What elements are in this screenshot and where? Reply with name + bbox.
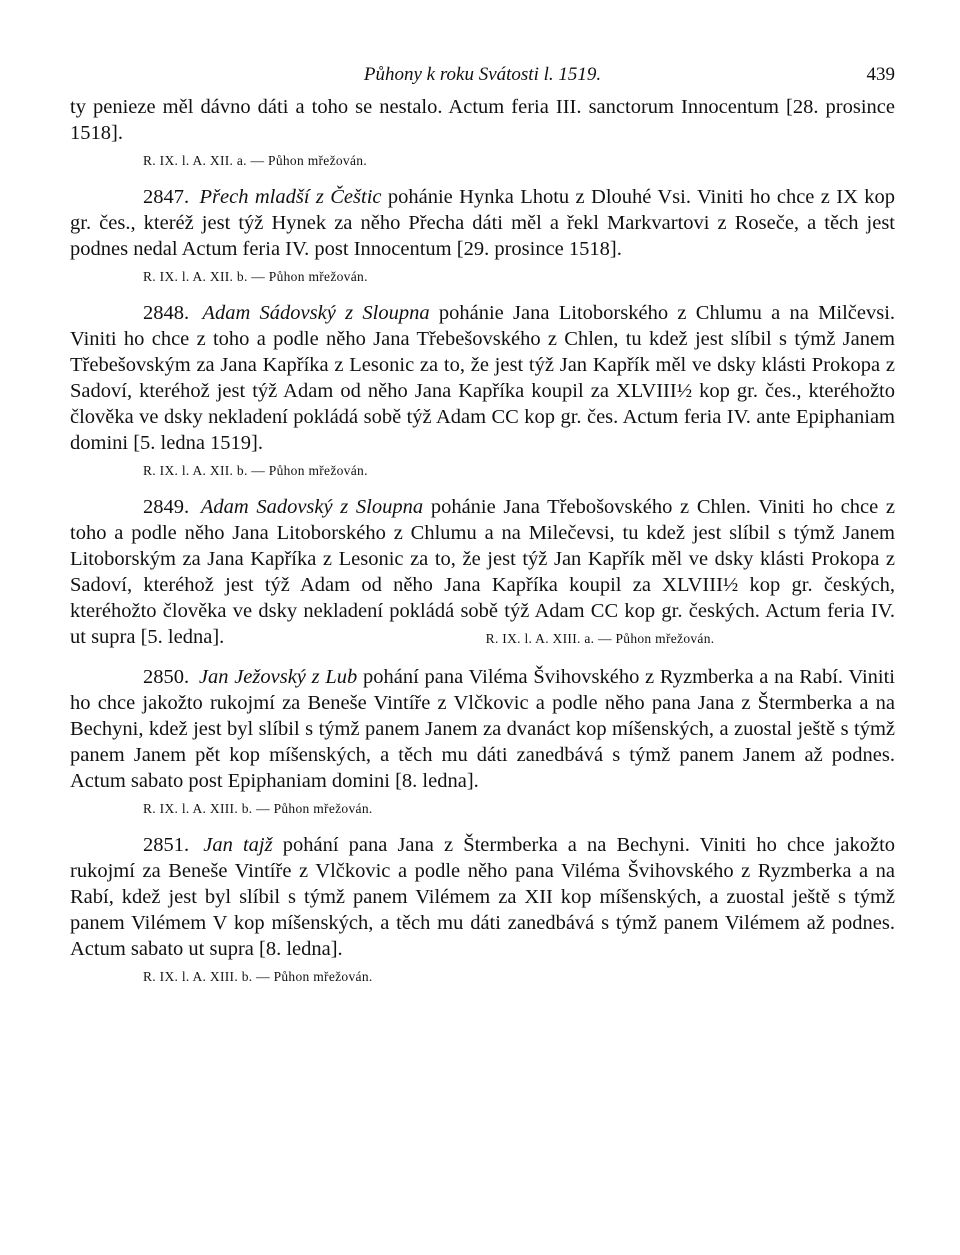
entry-person-name: Přech mladší z Češtic bbox=[199, 186, 382, 208]
entry-2847 bbox=[70, 184, 895, 262]
archival-note-inline: R. IX. l. A. XIII. a. — Půhon mřežován. bbox=[485, 631, 715, 646]
continuation-paragraph: ty penieze měl dávno dáti a toho se nestalo. Actum feria III. sanctorum Innocentum [28. prosince 1518]. bbox=[70, 96, 895, 144]
entry-2851 bbox=[70, 832, 895, 962]
page-number: 439 bbox=[866, 64, 895, 85]
running-title: Půhony k roku Svátosti l. 1519. bbox=[363, 64, 602, 85]
archival-note: R. IX. l. A. XII. b. — Půhon mřežován. bbox=[143, 269, 368, 284]
entry-number: 2847. bbox=[143, 186, 190, 208]
entry-person-name: Adam Sádovský z Sloupna bbox=[202, 302, 430, 324]
document-page bbox=[70, 64, 895, 1000]
archival-note: R. IX. l. A. XII. a. — Půhon mřežován. bbox=[143, 153, 367, 168]
entry-text: pohánie Hynka Lhotu z Dlouhé Vsi. Viniti ho chce z IX kop gr. čes., kteréž jest týž Hynek za něho Přecha dáti měl a řekl Markvartovi z Roseče, a těch jest podnes nedal Actum feria IV. post Innocentum [29. prosince 1518]. bbox=[70, 186, 896, 260]
entry-text: pohánie Jana Třebošovského z Chlen. Viniti ho chce z toho a podle něho Jana Litoborského z Chlumu a na Milečevsi, tu kdež jest slíbil s týmž Janem Litoborským za Jana Kapříka z Lesonic za to, že jest týž Jan Kapřík měl ve dsky klásti Prokopa z Sadoví, kteréhož jest týž Adam od něho Jana Kapříka koupil za XLVIII½ kop gr. českých, kteréhožto člověka ve dsky nekladení pokládá sobě týž Adam CC kop gr. českých. Actum feria IV. ut supra [5. ledna]. bbox=[70, 496, 896, 648]
archival-note: R. IX. l. A. XIII. b. — Půhon mřežován. bbox=[143, 969, 373, 984]
entry-person-name: Jan tajž bbox=[203, 834, 273, 856]
archival-note: R. IX. l. A. XIII. b. — Půhon mřežován. bbox=[143, 801, 373, 816]
entry-text: pohánie Jana Litoborského z Chlumu a na Milčevsi. Viniti ho chce z toho a podle něho Jana Třebešovského z Chlen, tu kdež jest slíbil s týmž Janem Třebešovským za Jana Kapříka z Lesonic za to, že jest týž Jan Kapřík měl ve dsky klásti Prokopa z Sadoví, kteréhož jest týž Adam od něho Jana Kapříka koupil za XLVIII½ kop gr. čes., kteréhožto člověka ve dsky nekladení pokládá sobě týž Adam CC kop gr. čes. Actum feria IV. ante Epiphaniam domini [5. ledna 1519]. bbox=[70, 302, 896, 454]
entry-number: 2850. bbox=[143, 666, 190, 688]
entry-text: pohání pana Viléma Švihovského z Ryzmberka a na Rabí. Viniti ho chce jakožto rukojmí za Beneše Vintíře z Vlčkovic a podle něho pana Jana z Štermberka a na Bechyni, kdež jest byl slíbil s týmž panem Janem za dvanáct kop míšenských, a zuostal ještě s týmž panem Janem pět kop míšenských, a těch mu dáti zanedbává s týmž panem Janem až podnes. Actum sabato post Epiphaniam domini [8. ledna]. bbox=[70, 666, 895, 792]
entry-2850 bbox=[70, 664, 895, 794]
archival-note: R. IX. l. A. XII. b. — Půhon mřežován. bbox=[143, 463, 368, 478]
entry-number: 2848. bbox=[143, 302, 190, 324]
entry-2849 bbox=[70, 494, 895, 650]
entry-number: 2851. bbox=[143, 834, 190, 856]
running-header bbox=[70, 64, 895, 94]
entry-2848 bbox=[70, 300, 895, 456]
entry-number: 2849. bbox=[143, 496, 190, 518]
entry-text: pohání pana Jana z Štermberka a na Bechyni. Viniti ho chce jakožto rukojmí za Beneše Vintíře z Vlčkovic a podle něho pana Viléma Švihovského z Ryzmberka a na Rabí, kdež jest byl slíbil s týmž panem Vilémem za XII kop míšenských, a zuostal ještě s týmž panem Vilémem V kop míšenských, a těch mu dáti zanedbává s týmž panem Vilémem až podnes. Actum sabato ut supra [8. ledna]. bbox=[70, 834, 896, 960]
entry-person-name: Jan Ježovský z Lub bbox=[198, 666, 358, 688]
entry-person-name: Adam Sadovský z Sloupna bbox=[200, 496, 424, 518]
